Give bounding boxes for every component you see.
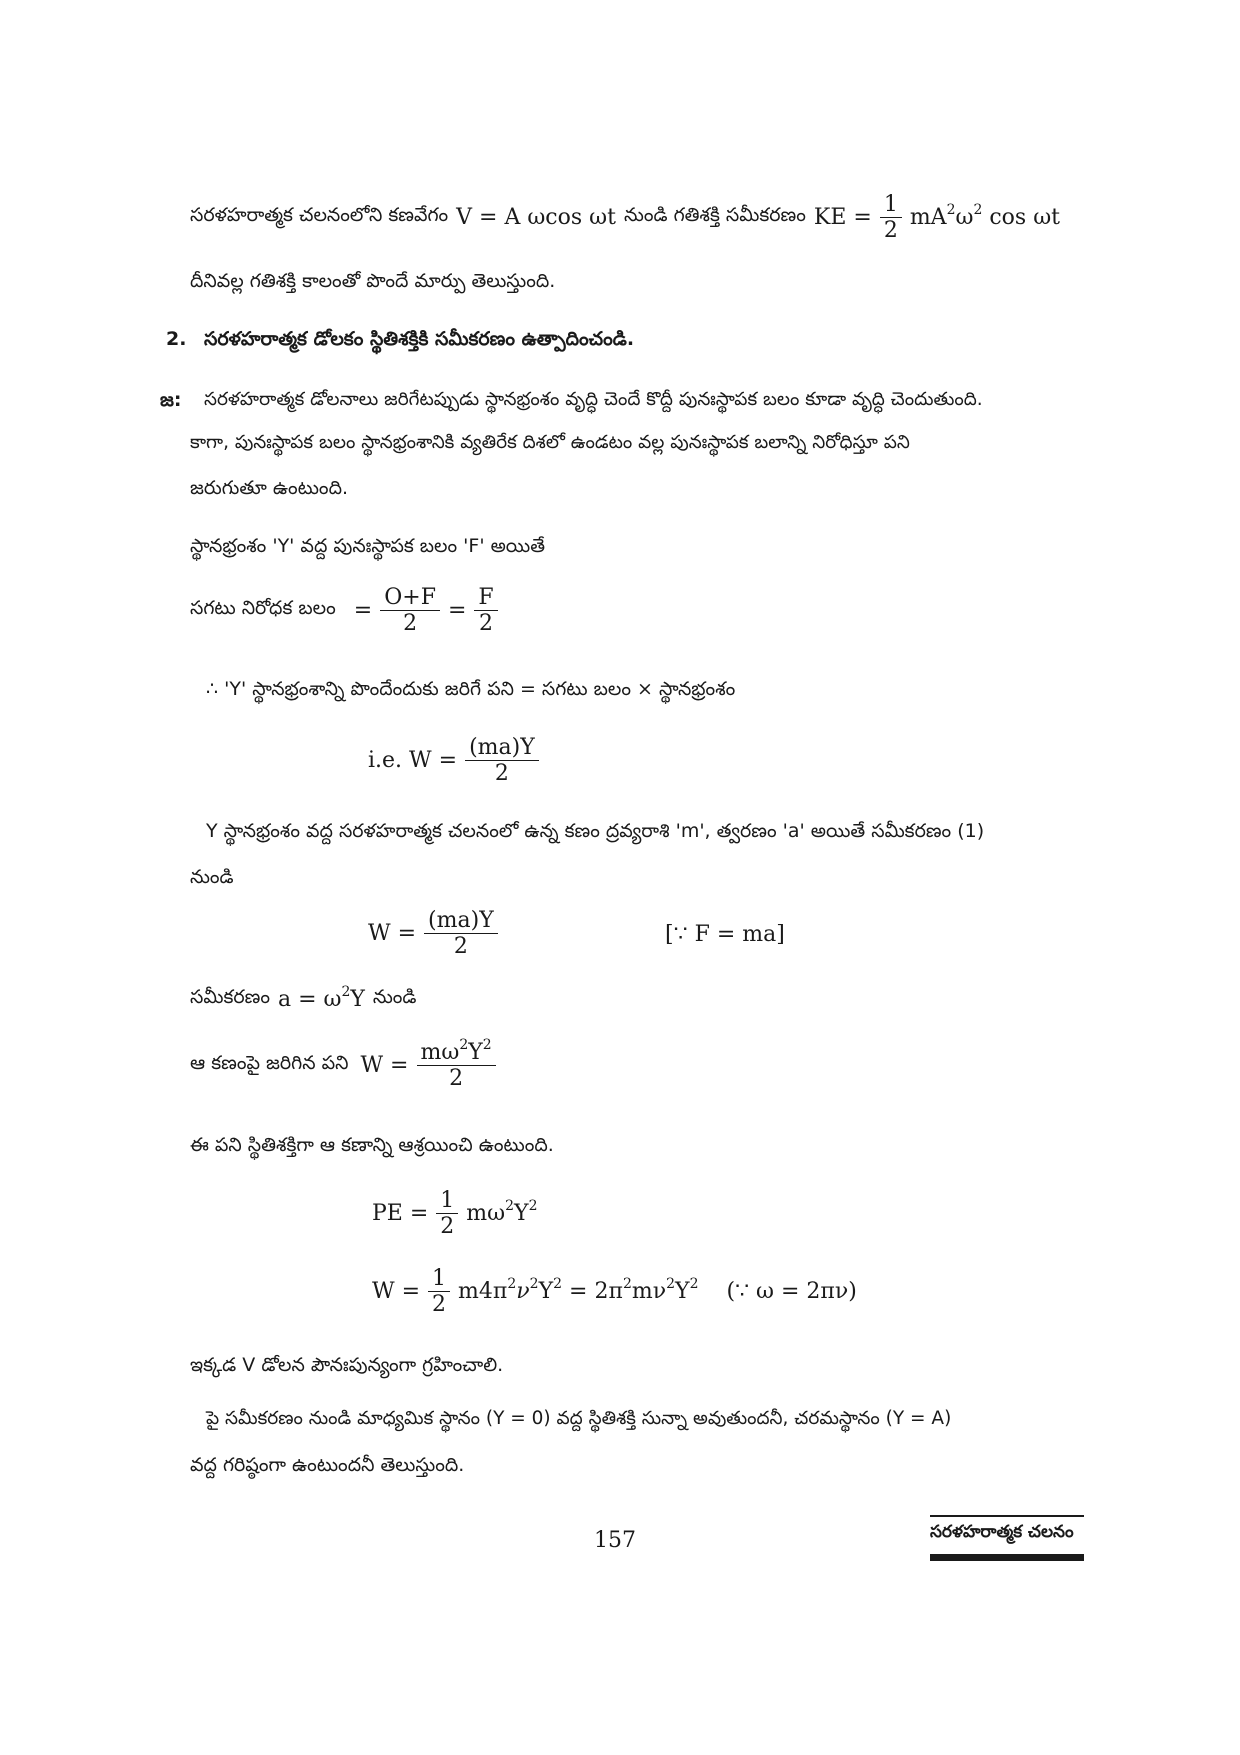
intro-line-2: దీనివల్ల గతిశక్తి కాలంతో పొందే మార్పు తెలుస్తుంది. [190,270,556,292]
work-fraction-1: $\frac{(ma)Y}{2}$ [465,735,539,787]
intro-mid-text: నుండి గతిశక్తి సమీకరణం [623,204,806,227]
intro-prefix-text: సరళహరాత్మక చలనంలోని కణవేగం [190,204,449,227]
avg-fraction-1: $\frac{O+F}{2}$ [380,585,440,637]
conclusion-line-2: వద్ద గరిష్ఠంగా ఉంటుందనీ తెలుస్తుంది. [190,1454,465,1476]
avg-fraction-2: $\frac{F}{2}$ [474,585,497,637]
ke-rhs: $mA^2\omega^2$ cos ωt [909,202,1060,231]
ke-lhs: KE = [813,205,872,231]
frequency-line: ఇక్కడ V డోలన పౌనఃపున్యంగా గ్రహించాలి. [190,1354,504,1376]
pe-equation: PE = $\frac{1}{2}$ $m\omega^2Y^2$ [372,1188,538,1240]
chapter-title: సరళహరాత్మక చలనం [930,1522,1074,1542]
pe-fraction: $\frac{1}{2}$ [436,1188,458,1240]
therefore-line: ∴ 'Y' స్థానభ్రంశాన్ని పొందేందుకు జరిగే పని = సగటు బలం × స్థానభ్రంశం [206,678,736,700]
work-fraction-4: $\frac{1}{2}$ [428,1266,450,1318]
mass-line-2: నుండి [190,866,234,888]
displacement-line: స్థానభ్రంశం 'Y' వద్ద పునఃస్థాపక బలం 'F' అయితే [190,535,546,557]
work-on-particle-line: ఆ కణంపై జరిగిన పని W = $\frac{m\omega^2Y^2}{2}$ [190,1040,496,1092]
intro-line-1 [190,192,1060,244]
answer-para-line-2: కాగా, పునఃస్థాపక బలం స్థానభ్రంశానికి వ్యతిరేక దిశలో ఉండటం వల్ల పునఃస్థాపక బలాన్ని నిరోధిస్తూ పని [190,432,910,453]
work-fraction-3: $\frac{m\omega^2Y^2}{2}$ [417,1040,496,1092]
question-number: 2. [166,328,187,350]
omega-note: (∵ ω = 2πν) [726,1279,857,1305]
work-equation-1: i.e. W = $\frac{(ma)Y}{2}$ [368,735,539,787]
acceleration-line: సమీకరణం $a = \omega^2Y$ నుండి [190,984,417,1012]
answer-para-line-1: సరళహరాత్మక డోలనాలు జరిగేటప్పుడు స్థానభ్రంశం వృద్ధి చెందే కొద్దీ పునఃస్థాపక బలం కూడా వృద్ధి చెందుతుంది. [204,389,983,410]
ke-fraction: $\frac{1}{2}$ [880,192,902,244]
force-note: [∵ F = ma] [665,922,785,947]
conclusion-line-1: పై సమీకరణం నుండి మాధ్యమిక స్థానం (Y = 0) వద్ద స్థితిశక్తి సున్నా అవుతుందనీ, చరమస్థానం (Y = A) [206,1408,952,1429]
stored-energy-line: ఈ పని స్థితిశక్తిగా ఆ కణాన్ని ఆశ్రయించి ఉంటుంది. [190,1134,554,1156]
answer-label: జ: [160,389,182,411]
average-force-equation: సగటు నిరోధక బలం = $\frac{O+F}{2}$ = $\frac{F}{2}$ [190,585,498,637]
page-number: 157 [594,1528,636,1553]
work-frequency-equation: W = $\frac{1}{2}$ $m4\pi^2\nu^2Y^2 = 2\pi^2m\nu^2Y^2$ (∵ ω = 2πν) [372,1266,857,1318]
footer-top-rule [930,1515,1084,1517]
answer-para-line-3: జరుగుతూ ఉంటుంది. [190,477,349,499]
footer-rule [930,1554,1084,1561]
work-equation-2: W = $\frac{(ma)Y}{2}$ [368,908,498,960]
mass-line-1: Y స్థానభ్రంశం వద్ద సరళహరాత్మక చలనంలో ఉన్న కణం ద్రవ్యరాశి 'm', త్వరణం 'a' అయితే సమీకరణం (1) [206,820,985,842]
average-force-label: సగటు నిరోధక బలం [190,597,336,620]
velocity-equation: V = A ωcos ωt [456,205,616,231]
acceleration-equation: $a = \omega^2Y$ [277,984,365,1012]
work-fraction-2: $\frac{(ma)Y}{2}$ [424,908,498,960]
question-text: సరళహరాత్మక డోలకం స్థితిశక్తికి సమీకరణం ఉత్పాదించండి. [204,328,635,350]
